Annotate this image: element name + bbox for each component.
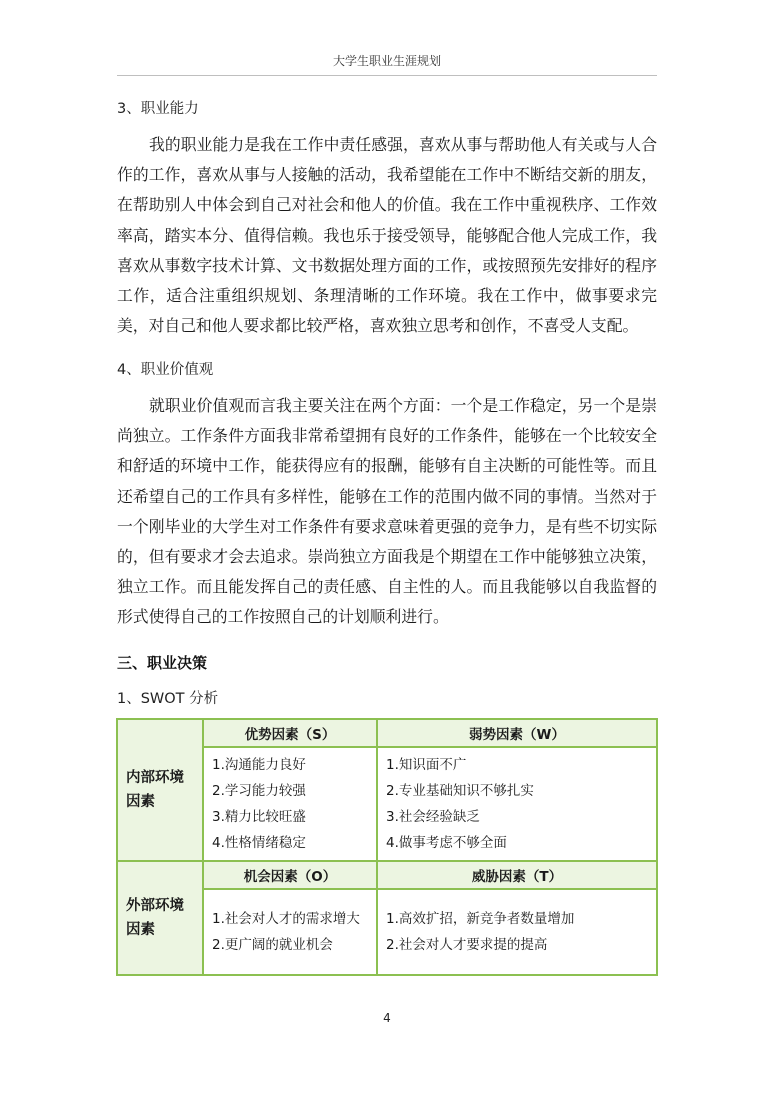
list-item: 4.性格情绪稳定 xyxy=(212,835,306,851)
paragraph-values: 就职业价值观而言我主要关注在两个方面：一个是工作稳定，另一个是崇尚独立。工作条件方面我非常希望拥有良好的工作条件，能够在一个比较安全和舒适的环境中工作，能获得应有的报酬，能够有自主决断的可能性等。而且还希望自己的工作具有多样性，能够在工作的范围内做不同的事情。当然对于一个刚毕业的大学生对工作条件有要求意味着更强的竞争力，是有些不切实际的，但有要求才会去追求。崇尚独立方面我是个期望在工作中能够独立决策，独立工作。而且能发挥自己的责任感、自主性的人。而且我能够以自我监督的形式使得自己的工作按照自己的计划顺利进行。 xyxy=(117,396,657,627)
weaknesses-header: 弱势因素（W） xyxy=(377,719,657,747)
list-item: 1.知识面不广 xyxy=(386,757,467,773)
swot-heading: 1、SWOT 分析 xyxy=(117,691,219,707)
weaknesses-list xyxy=(377,747,657,861)
list-item: 3.精力比较旺盛 xyxy=(212,809,306,825)
paragraph-ability: 我的职业能力是我在工作中责任感强，喜欢从事与帮助他人有关或与人合作的工作，喜欢从事与人接触的活动，我希望能在工作中不断结交新的朋友，在帮助别人中体会到自己对社会和他人的价值。我在工作中重视秩序、工作效率高，踏实本分、值得信赖。我也乐于接受领导，能够配合他人完成工作，我喜欢从事数字技术计算、文书数据处理方面的工作，或按照预先安排好的程序工作，适合注重组织规划、条理清晰的工作环境。我在工作中，做事要求完美，对自己和他人要求都比较严格，喜欢独立思考和创作，不喜受人支配。 xyxy=(117,135,657,336)
external-label-cell xyxy=(117,861,203,975)
list-item: 2.专业基础知识不够扎实 xyxy=(386,783,534,799)
list-item: 1.沟通能力良好 xyxy=(212,757,306,773)
list-item: 2.社会对人才要求提的提高 xyxy=(386,937,548,953)
threats-list xyxy=(377,889,657,975)
list-item: 1.社会对人才的需求增大 xyxy=(212,911,360,927)
threats-header: 威胁因素（T） xyxy=(377,861,657,889)
header-rule xyxy=(117,75,657,76)
strengths-list xyxy=(203,747,377,861)
list-item: 2.更广阔的就业机会 xyxy=(212,937,333,953)
page-header: 大学生职业生涯规划 xyxy=(332,54,441,68)
list-item: 3.社会经验缺乏 xyxy=(386,809,480,825)
opportunities-header: 机会因素（O） xyxy=(203,861,377,889)
swot-table xyxy=(116,718,658,976)
section-heading-values: 4、职业价值观 xyxy=(117,362,214,378)
list-item: 4.做事考虑不够全面 xyxy=(386,835,507,851)
chapter-heading-decision: 三、职业决策 xyxy=(117,654,208,672)
internal-label-cell xyxy=(117,719,203,861)
opportunities-list xyxy=(203,889,377,975)
strengths-header: 优势因素（S） xyxy=(203,719,377,747)
page-number: 4 xyxy=(383,1011,391,1025)
list-item: 1.高效扩招，新竞争者数量增加 xyxy=(386,911,575,927)
internal-label: 内部环境因素 xyxy=(126,770,184,810)
list-item: 2.学习能力较强 xyxy=(212,783,306,799)
section-heading-ability: 3、职业能力 xyxy=(117,101,199,117)
external-label: 外部环境因素 xyxy=(126,898,184,938)
